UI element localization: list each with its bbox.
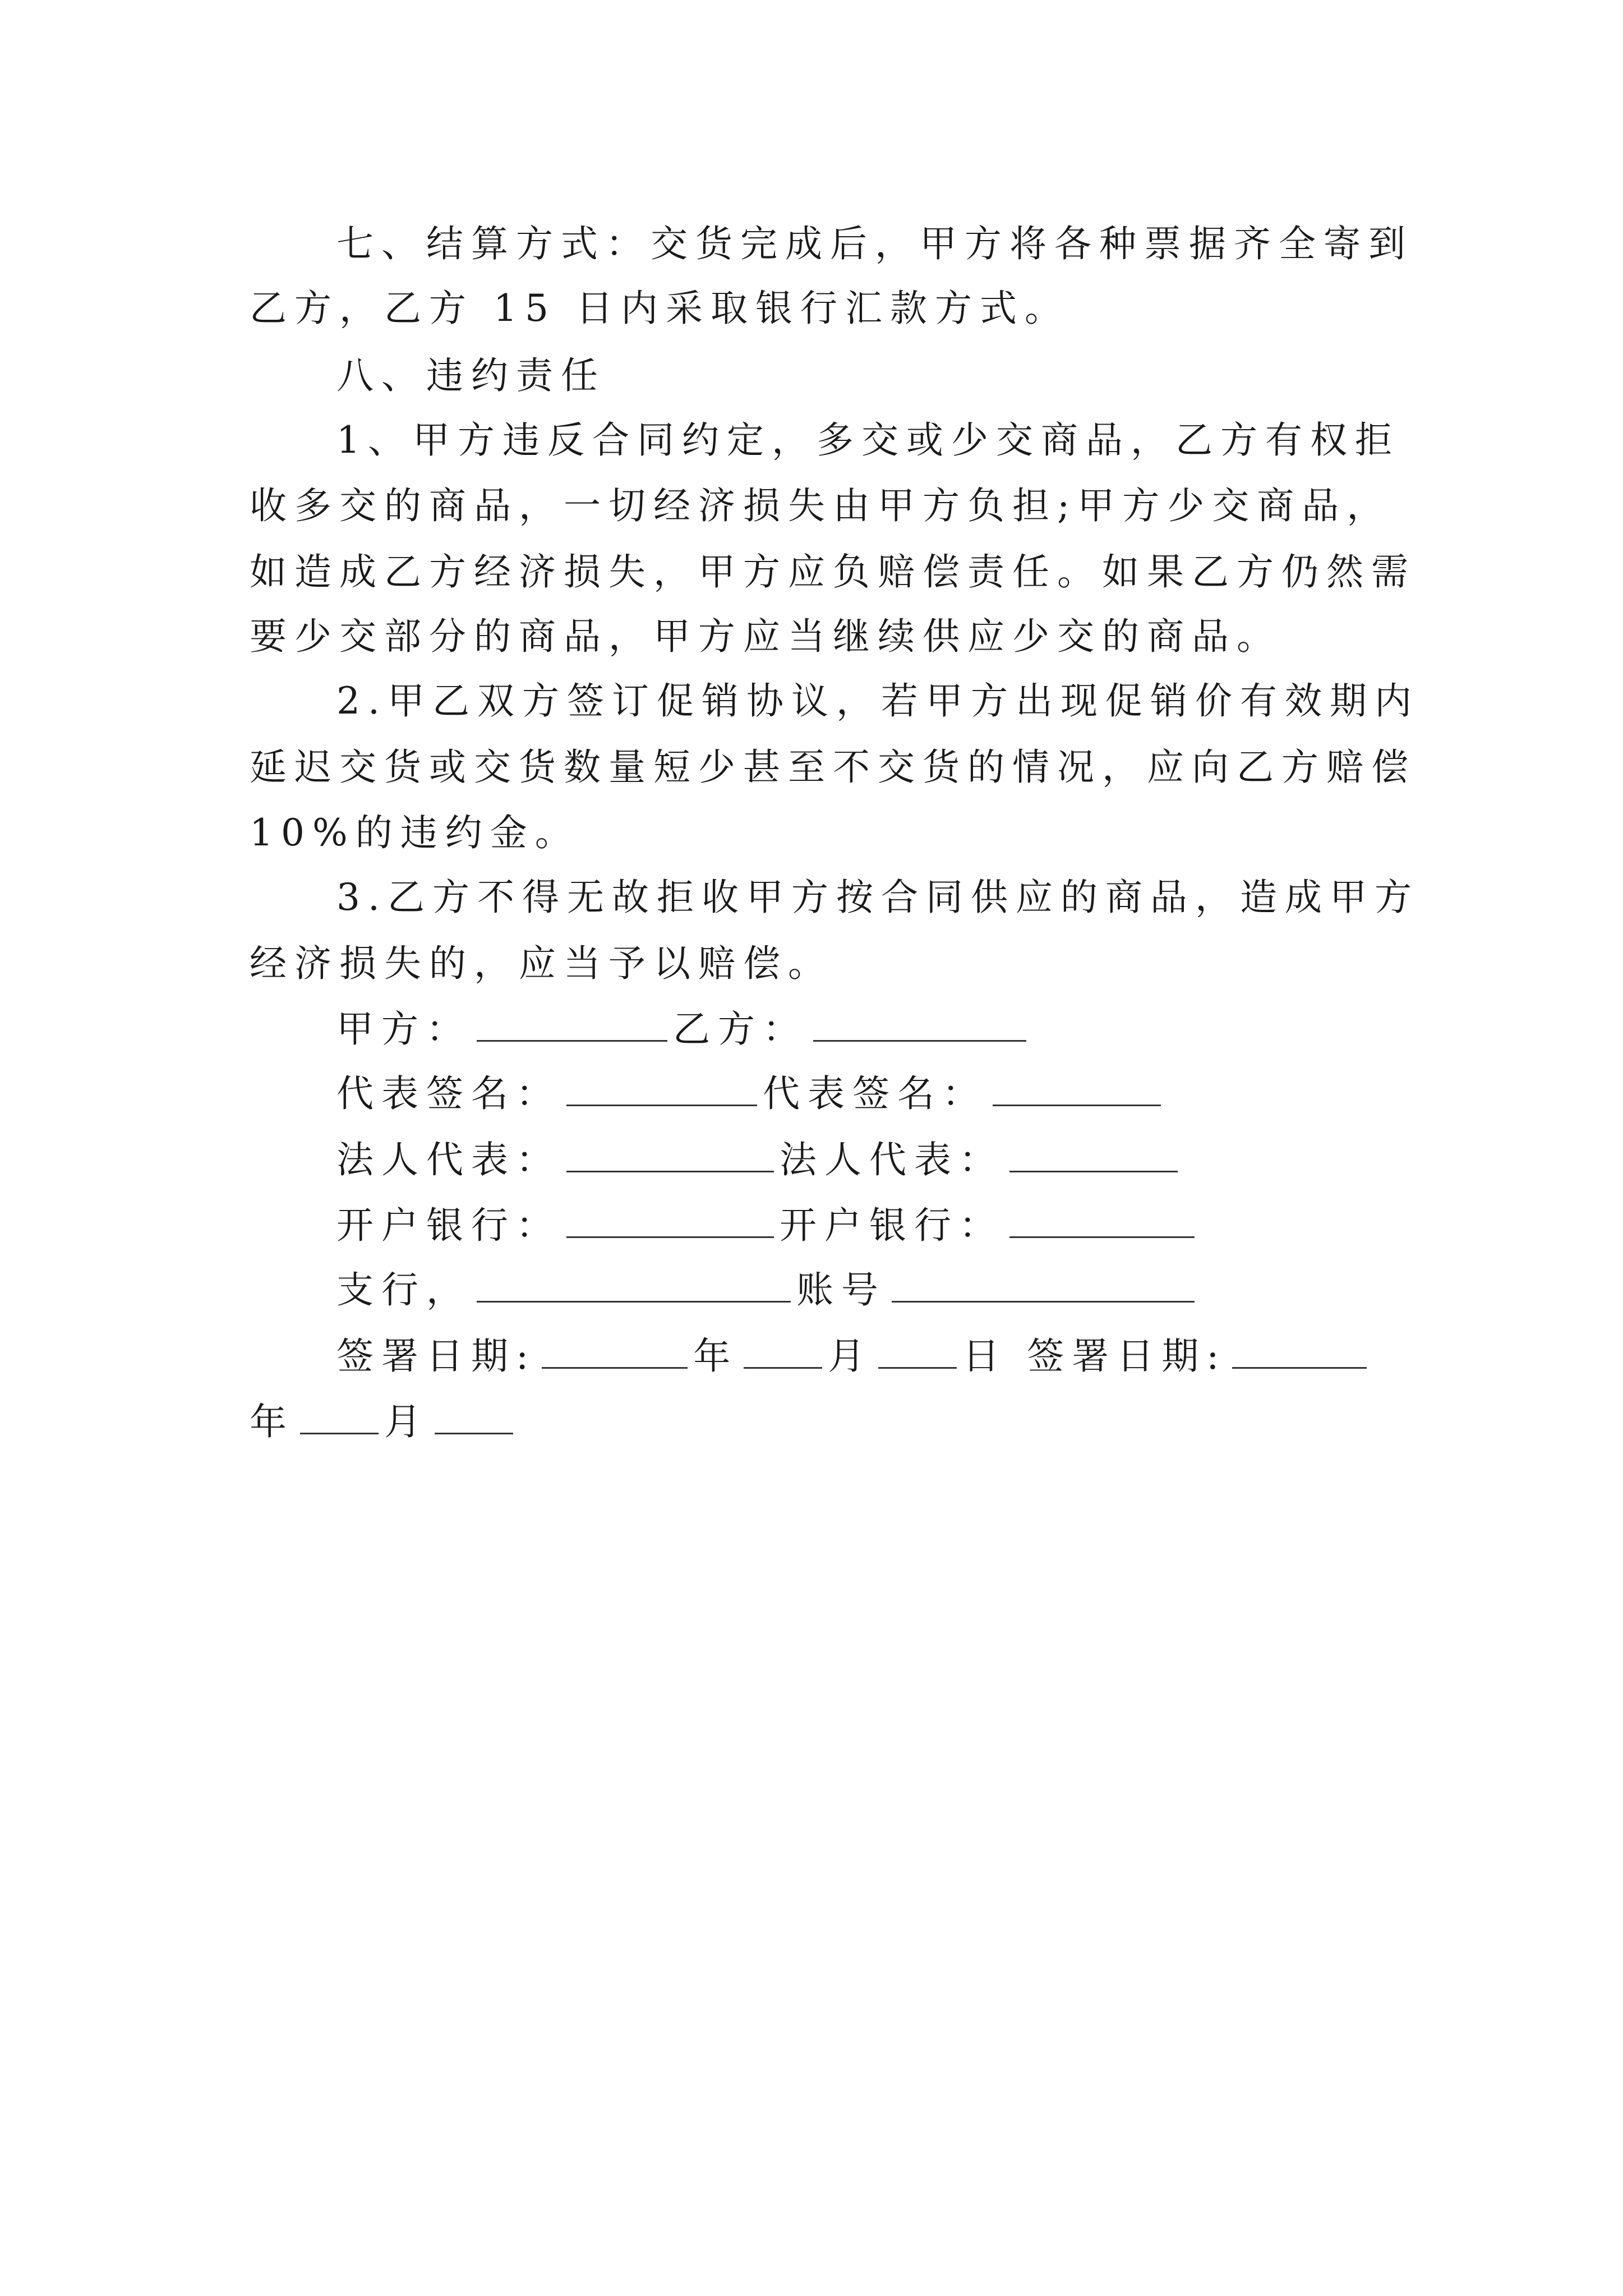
branch-blank[interactable]	[477, 1267, 791, 1303]
signature-row-bank	[336, 1198, 1475, 1254]
clause-8-3-line-1: 3.乙方不得无故拒收甲方按合同供应的商品，造成甲方	[336, 876, 1419, 919]
bank-a-blank[interactable]	[566, 1203, 774, 1238]
clause-7-line-2: 乙方，乙方 15 日内采取银行汇款方式。	[250, 287, 1069, 330]
year-b-label: 年	[250, 1400, 294, 1443]
party-b-blank[interactable]	[813, 1006, 1026, 1042]
signature-row-legal-rep	[336, 1132, 1475, 1188]
clause-8-2-line-3: 10%的违约金。	[250, 811, 580, 854]
clause-8-2-line-2: 延迟交货或交货数量短少甚至不交货的情况，应向乙方赔偿	[250, 746, 1416, 789]
signature-row-branch	[336, 1262, 1475, 1318]
signature-row-rep-sign	[336, 1066, 1475, 1122]
signature-row-parties	[336, 1001, 1475, 1057]
year-a-label: 年	[693, 1335, 739, 1378]
clause-8-1-line-3: 如造成乙方经济损失，甲方应负赔偿责任。如果乙方仍然需	[250, 550, 1416, 593]
legal-rep-b-label: 法人代表：	[780, 1138, 1004, 1181]
branch-label: 支行，	[336, 1268, 471, 1312]
bank-b-label: 开户银行：	[780, 1204, 1004, 1247]
signature-row-date-continued	[250, 1394, 1388, 1450]
day-a-label: 日	[962, 1335, 1008, 1378]
legal-rep-b-blank[interactable]	[1009, 1137, 1178, 1172]
account-blank[interactable]	[892, 1267, 1195, 1303]
bank-a-label: 开户银行：	[336, 1204, 561, 1247]
party-a-blank[interactable]	[477, 1006, 667, 1042]
legal-rep-a-blank[interactable]	[566, 1137, 774, 1172]
date-a-blank[interactable]	[542, 1333, 688, 1369]
day-b-blank[interactable]	[435, 1399, 513, 1434]
clause-8-1-line-2: 收多交的商品，一切经济损失由甲方负担;甲方少交商品，	[250, 484, 1392, 527]
account-label: 账号	[796, 1268, 886, 1312]
rep-sign-b-blank[interactable]	[993, 1071, 1161, 1106]
date-a-label: 签署日期:	[336, 1335, 537, 1378]
party-b-label: 乙方：	[673, 1007, 808, 1051]
signature-row-date	[336, 1328, 1475, 1384]
month-b-label: 月	[384, 1400, 429, 1443]
date-b-blank[interactable]	[1232, 1333, 1367, 1369]
clause-7-line-1: 七、结算方式：交货完成后，甲方将各种票据齐全寄到	[336, 222, 1413, 265]
date-b-label: 签署日期:	[1027, 1335, 1227, 1378]
bank-b-blank[interactable]	[1009, 1203, 1195, 1238]
clause-8-heading: 八、违约责任	[336, 354, 606, 397]
month-b-blank[interactable]	[300, 1399, 379, 1434]
month-a-label: 月	[828, 1335, 873, 1378]
legal-rep-a-label: 法人代表：	[336, 1138, 561, 1181]
rep-sign-a-blank[interactable]	[566, 1071, 757, 1106]
month-a-blank[interactable]	[744, 1333, 822, 1369]
clause-8-2-line-1: 2.甲乙双方签订促销协议，若甲方出现促销价有效期内	[336, 679, 1419, 723]
clause-8-1-line-1: 1、甲方违反合同约定，多交或少交商品，乙方有权拒	[336, 418, 1400, 462]
clause-8-3-line-2: 经济损失的，应当予以赔偿。	[250, 942, 833, 985]
day-a-blank[interactable]	[878, 1333, 957, 1369]
party-a-label: 甲方：	[336, 1007, 471, 1051]
rep-sign-a-label: 代表签名：	[336, 1072, 561, 1115]
rep-sign-b-label: 代表签名：	[763, 1072, 987, 1115]
clause-8-1-line-4: 要少交部分的商品，甲方应当继续供应少交的商品。	[250, 615, 1281, 658]
